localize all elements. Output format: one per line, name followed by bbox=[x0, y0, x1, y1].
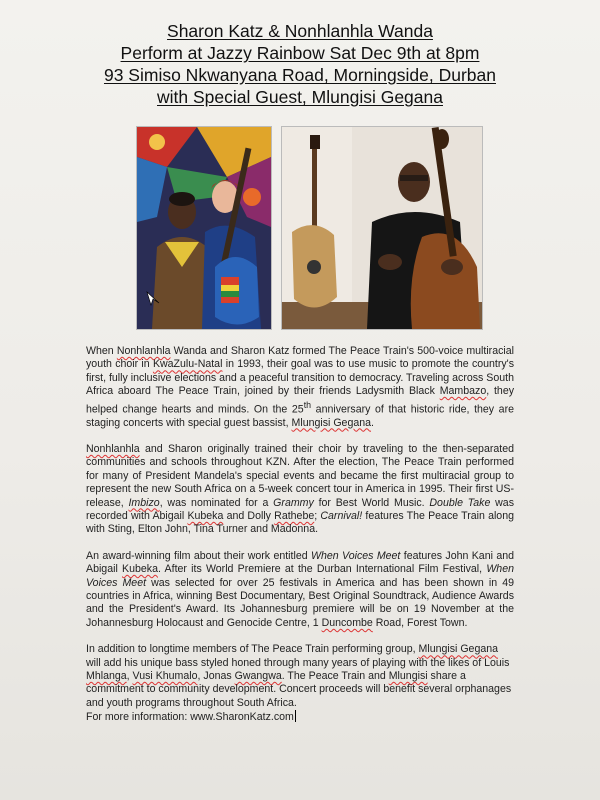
text-segment: Wanda and Sharon Katz formed The Peace Train's 500-voice multiracial youth choir in bbox=[86, 345, 514, 371]
photo-bassist-image bbox=[282, 127, 482, 329]
photo-women-guitar-image bbox=[137, 127, 271, 329]
text-segment: . bbox=[371, 416, 374, 429]
text-segment: Road, Forest Town. bbox=[372, 616, 468, 629]
text-segment: was selected for over 25 festivals in America and has been shown in 49 countries in Africa, winning Best Documentary, Best Original Soundtrack, Audience Awards and the President's Award. Its Johannesburg premiere will be on 19 November at the Johannesburg Holocaust and Genocide Centre, 1 bbox=[86, 576, 514, 629]
text-segment: , bbox=[126, 670, 133, 683]
text-segment: features The Peace Train along with Sting, Elton John, Tina Turner and Madonna. bbox=[86, 510, 514, 536]
header-line-guest: with Special Guest, Mlungisi Gegana bbox=[157, 87, 443, 107]
header-line-address: 93 Simiso Nkwanyana Road, Morningside, Durban bbox=[103, 65, 496, 85]
text-segment: was recorded with Abigail bbox=[86, 496, 514, 522]
film-title: When Voices Meet bbox=[86, 563, 514, 589]
album-carnival: Carnival! bbox=[320, 510, 363, 522]
text-segment: features John Kani and Abigail bbox=[86, 549, 514, 576]
text-segment: anniversary of that historic ride, they are staging concerts with special guest bassist, bbox=[86, 403, 514, 429]
ordinal-superscript: th bbox=[303, 399, 312, 410]
name-mambazo: Mambazo bbox=[439, 385, 487, 398]
name-mhlanga: Mhlanga bbox=[86, 670, 127, 683]
text-segment: . The Peace Train and bbox=[281, 670, 389, 683]
more-info-line[interactable]: For more information: www.SharonKatz.com bbox=[86, 711, 294, 724]
name-gwangwa: Gwangwa bbox=[234, 670, 282, 683]
paragraph-guest-and-info bbox=[86, 643, 514, 724]
text-segment: . After its World Premiere at the Durban International Film Festival, bbox=[157, 563, 487, 576]
name-kubeka: Kubeka bbox=[187, 510, 224, 522]
album-double-take: Double Take bbox=[429, 496, 491, 509]
text-segment: When bbox=[86, 345, 117, 357]
text-segment: ; bbox=[314, 510, 321, 522]
article-body bbox=[86, 345, 514, 738]
name-duncombe: Duncombe bbox=[321, 616, 373, 629]
sharon-and-nonhlanhla-photo bbox=[136, 126, 272, 330]
name-mlungisi-gegana: Mlungisi Gegana bbox=[418, 643, 499, 656]
text-segment: , Jonas bbox=[197, 670, 235, 683]
name-nonhlanhla: Nonhlanhla bbox=[86, 442, 140, 455]
text-segment: share a commitment to community development. Concert proceeds will benefit several orphanages and youth programs throughout South Africa. bbox=[86, 670, 512, 709]
mlungisi-bass-photo bbox=[281, 126, 483, 330]
award-grammy: Grammy bbox=[273, 496, 314, 509]
event-header bbox=[40, 20, 560, 108]
paragraph-peace-train-history bbox=[86, 345, 514, 430]
header-line-performers: Sharon Katz & Nonhlanhla Wanda bbox=[167, 21, 433, 41]
text-segment: will add his unique bass styled honed through many years of playing with the likes of Louis bbox=[86, 656, 510, 669]
album-imbizo: Imbizo bbox=[128, 496, 160, 509]
name-nonhlanhla: Nonhlanhla bbox=[116, 345, 171, 357]
text-cursor bbox=[295, 710, 296, 722]
paragraph-choir-and-albums bbox=[86, 443, 514, 537]
text-segment: An award-winning film about their work entitled bbox=[86, 549, 311, 562]
text-segment: In addition to longtime members of The Peace Train performing group, bbox=[86, 643, 419, 656]
header-line-venue-date: Perform at Jazzy Rainbow Sat Dec 9th at 8pm bbox=[120, 43, 480, 63]
name-kubeka: Kubeka bbox=[122, 563, 158, 576]
text-segment: , they helped change hearts and minds. On the 25 bbox=[86, 385, 515, 416]
text-segment: and Dolly bbox=[223, 510, 275, 522]
text-segment: for Best World Music. bbox=[313, 496, 430, 509]
text-segment: and Sharon originally trained their choir by traveling to the then-separated communities and schools throughout KZN. After the election, The Peace Train performed for many of President Mandela's special events and became the first multiracial group to represent the new South Africa on a 5-week concert tour in America in 1995. Their first US-release, bbox=[86, 442, 514, 509]
name-vusi-khumalo: Vusi Khumalo bbox=[132, 670, 198, 683]
text-segment: , was nominated for a bbox=[159, 496, 274, 509]
text-segment: in 1993, their goal was to use music to promote the country's first, fully inclusive elections and a peaceful transition to democracy. Traveling across South Africa aboard The Peace Train, joined by their friends Ladysmith Black bbox=[86, 358, 515, 398]
paragraph-film bbox=[86, 550, 514, 630]
name-mlungisi: Mlungisi bbox=[388, 670, 428, 683]
name-kwazulu-natal: KwaZulu-Natal bbox=[152, 358, 223, 371]
name-mlungisi-gegana: Mlungisi Gegana bbox=[291, 416, 372, 429]
film-title: When Voices Meet bbox=[311, 549, 401, 562]
name-rathebe: Rathebe bbox=[274, 510, 315, 522]
